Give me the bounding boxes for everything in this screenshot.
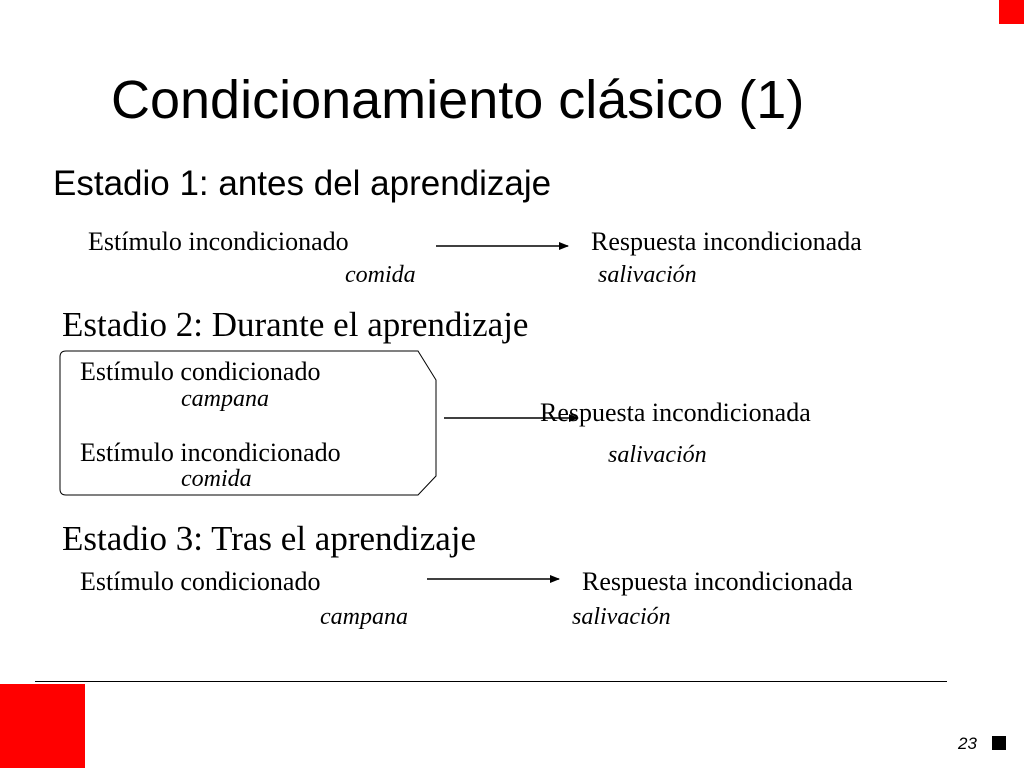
stage3-stimulus: Estímulo condicionado bbox=[80, 567, 321, 596]
stage2-heading: Estadio 2: Durante el aprendizaje bbox=[62, 305, 529, 344]
page-number: 23 bbox=[958, 734, 977, 753]
stage2-response: Respuesta incondicionada bbox=[540, 398, 811, 427]
footer-rule bbox=[35, 681, 947, 682]
stage1-stimulus-example: comida bbox=[345, 262, 416, 288]
stage2-stimulus-1-example: campana bbox=[181, 386, 269, 412]
stage3-response-example: salivación bbox=[572, 604, 671, 630]
slide-title: Condicionamiento clásico (1) bbox=[111, 70, 805, 130]
stage1-response-example: salivación bbox=[598, 262, 697, 288]
stage2-response-example: salivación bbox=[608, 442, 707, 468]
stage3-heading: Estadio 3: Tras el aprendizaje bbox=[62, 519, 477, 558]
stage3-stimulus-example: campana bbox=[320, 604, 408, 630]
stage2-stimulus-1: Estímulo condicionado bbox=[80, 357, 321, 386]
stage2-stimulus-2-example: comida bbox=[181, 466, 252, 492]
stage1-stimulus: Estímulo incondicionado bbox=[88, 227, 349, 256]
stage3-response: Respuesta incondicionada bbox=[582, 567, 853, 596]
stage2-stimulus-2: Estímulo incondicionado bbox=[80, 438, 341, 467]
stage1-heading: Estadio 1: antes del aprendizaje bbox=[53, 164, 552, 203]
stage1-response: Respuesta incondicionada bbox=[591, 227, 862, 256]
square-bullet-icon bbox=[992, 736, 1006, 750]
